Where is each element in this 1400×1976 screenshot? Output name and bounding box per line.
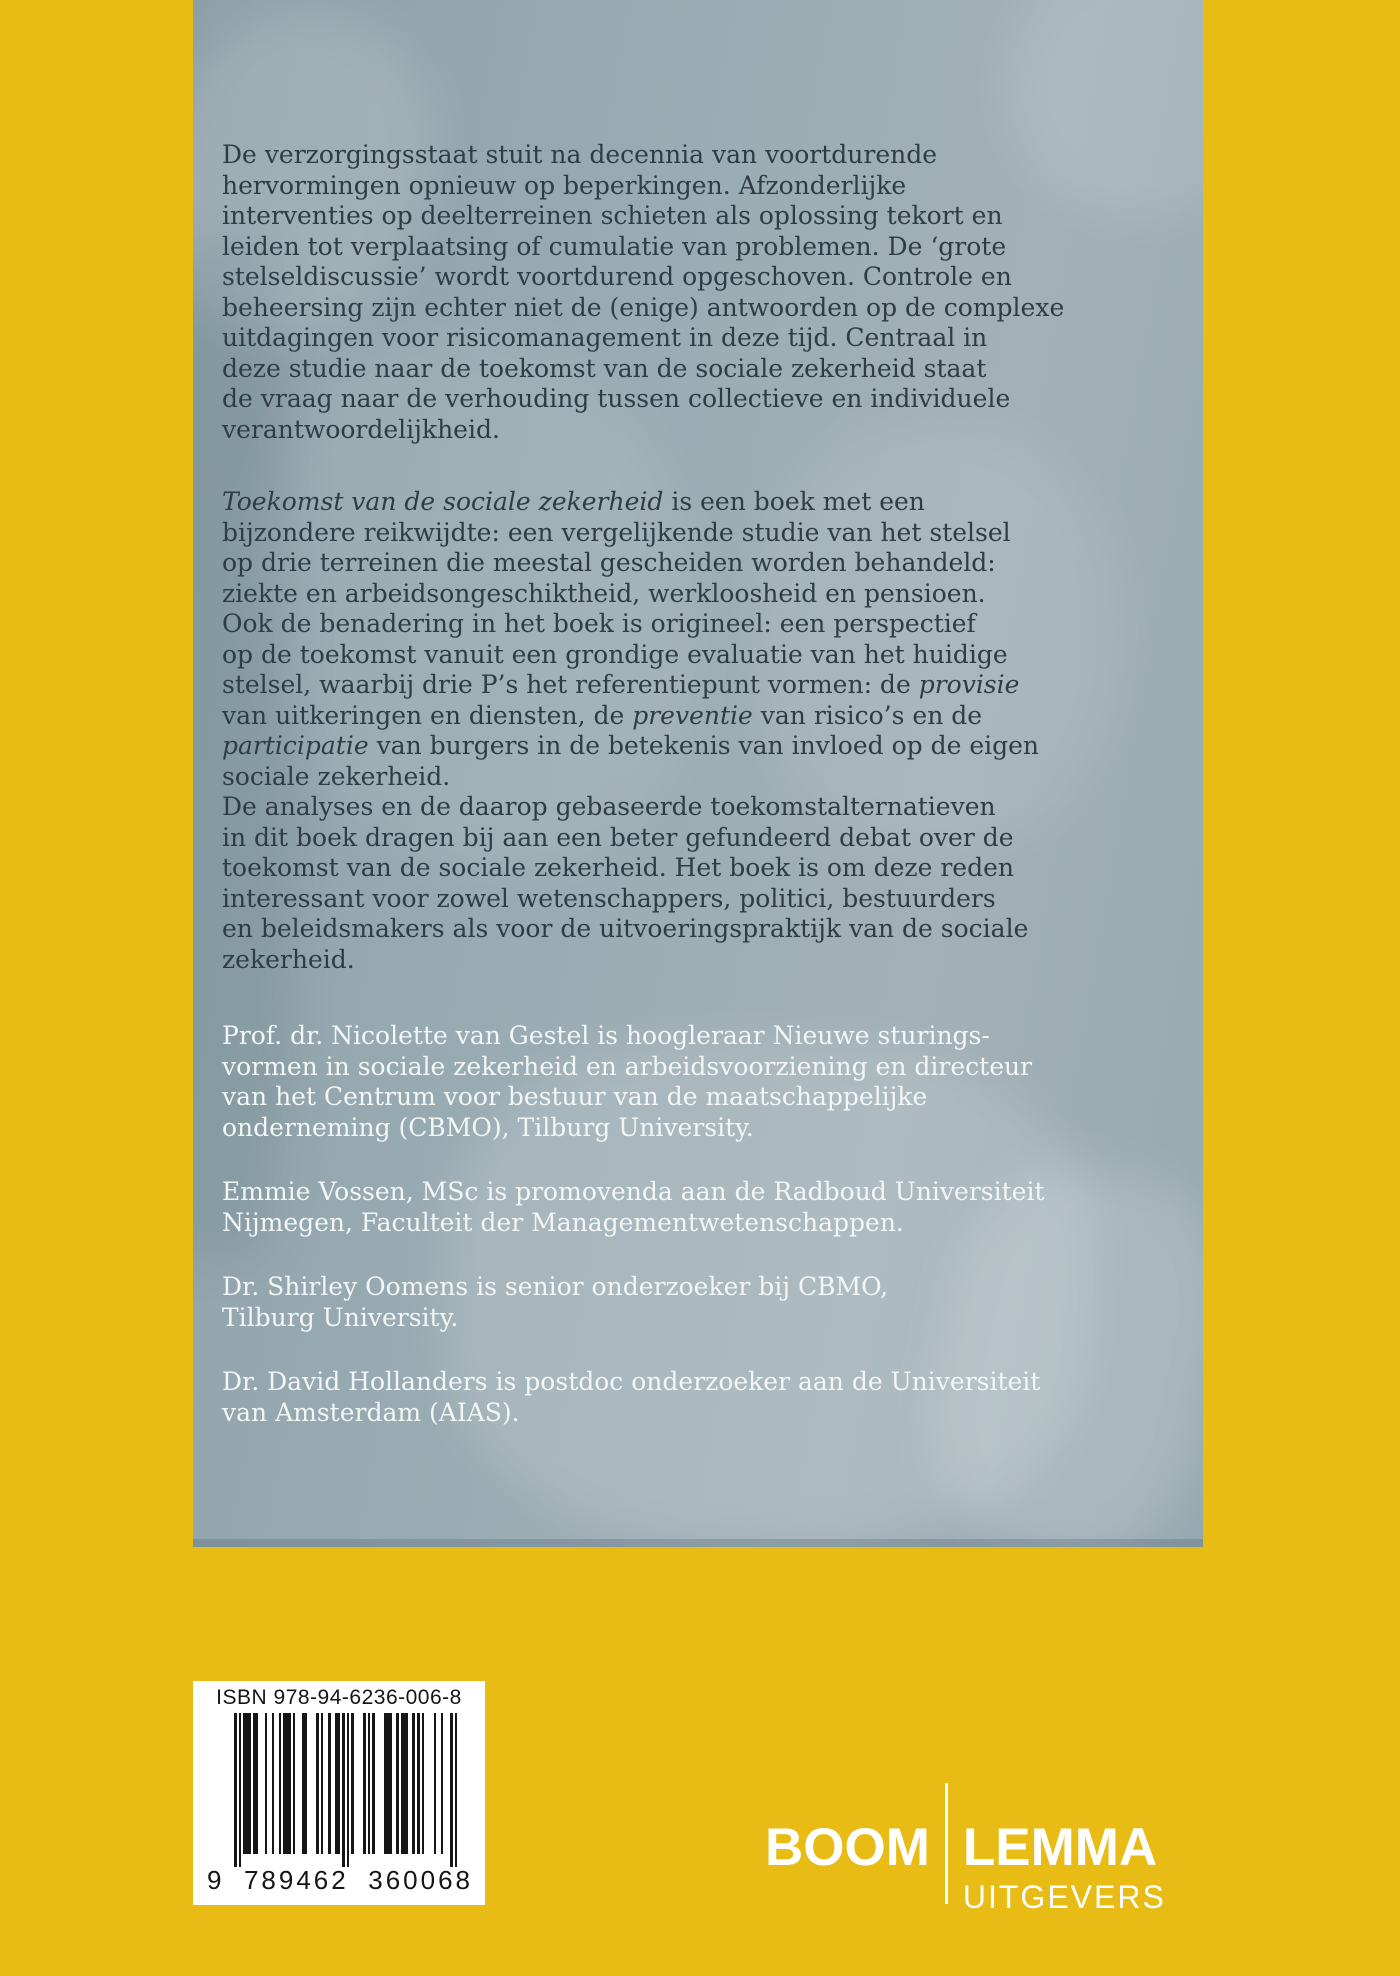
barcode-bar bbox=[455, 1713, 458, 1867]
panel-bottom-shadow bbox=[193, 1539, 1203, 1547]
barcode-bar bbox=[372, 1713, 375, 1854]
barcode-digits-group2: 360068 bbox=[368, 1865, 473, 1895]
text-line: van Amsterdam (AIAS). bbox=[222, 1397, 520, 1427]
photo-panel bbox=[193, 0, 1203, 1547]
barcode-digit-lead: 9 bbox=[207, 1865, 225, 1895]
barcode-bar bbox=[417, 1713, 420, 1854]
text-line: interventies op deelterreinen schieten als oplossing tekort en bbox=[222, 201, 1003, 230]
text-line: sociale zekerheid. bbox=[222, 761, 451, 791]
back-cover-text bbox=[222, 140, 1172, 1428]
text-line: beheersing zijn echter niet de (enige) antwoorden op de complexe bbox=[222, 292, 1065, 322]
blurb-paragraph-2 bbox=[222, 487, 1172, 975]
barcode-digits-group1: 789462 bbox=[243, 1865, 349, 1895]
text-line: zekerheid. bbox=[222, 944, 355, 974]
publisher-name-boom: BOOM bbox=[765, 1818, 930, 1877]
ean13-barcode bbox=[234, 1713, 457, 1867]
barcode-bar bbox=[412, 1713, 415, 1854]
author-bio-vossen bbox=[222, 1177, 1172, 1238]
text-line: de vraag naar de verhouding tussen collectieve en individuele bbox=[222, 384, 1011, 413]
barcode-bar bbox=[293, 1713, 296, 1854]
barcode-bar bbox=[304, 1713, 307, 1854]
text-line: op drie terreinen die meestal gescheiden worden behandeld: bbox=[222, 548, 996, 577]
text-line: De verzorgingsstaat stuit na decennia van voortdurende bbox=[222, 140, 938, 169]
text-line: en beleidsmakers als voor de uitvoeringspraktijk van de sociale bbox=[222, 914, 1029, 943]
barcode-bar bbox=[234, 1713, 237, 1867]
publisher-name-column bbox=[963, 1783, 1166, 1916]
publisher-name-lemma: LEMMA bbox=[962, 1818, 1158, 1877]
barcode-bar bbox=[441, 1713, 444, 1854]
text-line: onderneming (CBMO), Tilburg University. bbox=[222, 1112, 754, 1142]
barcode-bar bbox=[405, 1713, 408, 1854]
barcode-bar bbox=[248, 1713, 251, 1854]
barcode-bar bbox=[389, 1713, 392, 1854]
text-line: uitdagingen voor risicomanagement in deze tijd. Centraal in bbox=[222, 323, 988, 352]
barcode-bar bbox=[316, 1713, 319, 1854]
barcode-bar bbox=[288, 1713, 291, 1854]
text-line: Toekomst van de sociale zekerheid is een boek met een bbox=[222, 487, 925, 516]
text-line: in dit boek dragen bij aan een beter gefundeerd debat over de bbox=[222, 822, 1014, 852]
text-line: leiden tot verplaatsing of cumulatie van problemen. De ‘grote bbox=[222, 231, 1007, 261]
text-line: Dr. Shirley Oomens is senior onderzoeker bij CBMO, bbox=[222, 1272, 889, 1301]
barcode-bar bbox=[255, 1713, 258, 1854]
text-line: vormen in sociale zekerheid en arbeidsvoorziening en directeur bbox=[222, 1051, 1033, 1081]
publisher-subtitle-uitgevers: UITGEVERS bbox=[962, 1879, 1166, 1915]
author-bios bbox=[222, 1021, 1172, 1428]
blurb-paragraph-1 bbox=[222, 140, 1172, 445]
text-line: verantwoordelijkheid. bbox=[222, 414, 500, 444]
publisher-logo bbox=[765, 1783, 1166, 1916]
barcode-bar bbox=[368, 1713, 371, 1854]
barcode-bar bbox=[450, 1713, 453, 1867]
isbn-barcode-block bbox=[193, 1681, 485, 1905]
author-bio-van-gestel bbox=[222, 1021, 1172, 1143]
text-line: Nijmegen, Faculteit der Managementwetenschappen. bbox=[222, 1207, 904, 1237]
text-line: van het Centrum voor bestuur van de maatschappelijke bbox=[222, 1082, 928, 1111]
text-line: Ook de benadering in het boek is origineel: een perspectief bbox=[222, 609, 976, 638]
barcode-digits bbox=[193, 1865, 485, 1896]
text-line: op de toekomst vanuit een grondige evaluatie van het huidige bbox=[222, 639, 1008, 669]
text-line: bijzondere reikwijdte: een vergelijkende studie van het stelsel bbox=[222, 517, 1011, 547]
isbn-number-label: ISBN 978-94-6236-006-8 bbox=[216, 1686, 462, 1709]
barcode-bar bbox=[265, 1713, 268, 1854]
barcode-bar bbox=[434, 1713, 437, 1854]
text-line: stelseldiscussie’ wordt voortdurend opgeschoven. Controle en bbox=[222, 262, 1012, 291]
text-line: Dr. David Hollanders is postdoc onderzoeker aan de Universiteit bbox=[222, 1367, 1041, 1396]
text-line: participatie van burgers in de betekenis van invloed op de eigen bbox=[222, 731, 1040, 760]
text-line: deze studie naar de toekomst van de sociale zekerheid staat bbox=[222, 353, 987, 383]
barcode-bar bbox=[363, 1713, 366, 1854]
text-line: ziekte en arbeidsongeschiktheid, werkloosheid en pensioen. bbox=[222, 578, 986, 608]
text-line: hervormingen opnieuw op beperkingen. Afzonderlijke bbox=[222, 170, 907, 200]
barcode-bar bbox=[321, 1713, 324, 1854]
text-line: van uitkeringen en diensten, de preventie van risico’s en de bbox=[222, 700, 983, 730]
barcode-bar bbox=[342, 1713, 345, 1867]
barcode-bar bbox=[422, 1713, 425, 1854]
text-line: De analyses en de daarop gebaseerde toekomstalternatieven bbox=[222, 792, 996, 821]
barcode-bar bbox=[279, 1713, 282, 1854]
author-bio-hollanders bbox=[222, 1367, 1172, 1428]
barcode-bar bbox=[337, 1713, 340, 1854]
barcode-bar bbox=[351, 1713, 354, 1854]
text-line: Tilburg University. bbox=[222, 1302, 459, 1332]
logo-divider-line bbox=[945, 1783, 948, 1904]
barcode-bar bbox=[328, 1713, 331, 1854]
text-line: stelsel, waarbij drie P’s het referentiepunt vormen: de provisie bbox=[222, 670, 1020, 699]
text-line: toekomst van de sociale zekerheid. Het boek is om deze reden bbox=[222, 853, 1014, 882]
barcode-bar bbox=[396, 1713, 399, 1854]
text-line: Prof. dr. Nicolette van Gestel is hoogleraar Nieuwe sturings- bbox=[222, 1021, 990, 1050]
text-line: interessant voor zowel wetenschappers, politici, bestuurders bbox=[222, 883, 996, 913]
barcode-bar bbox=[239, 1713, 242, 1867]
barcode-bar bbox=[347, 1713, 350, 1867]
text-line: Emmie Vossen, MSc is promovenda aan de Radboud Universiteit bbox=[222, 1177, 1045, 1206]
author-bio-oomens bbox=[222, 1272, 1172, 1333]
barcode-bar bbox=[272, 1713, 275, 1854]
